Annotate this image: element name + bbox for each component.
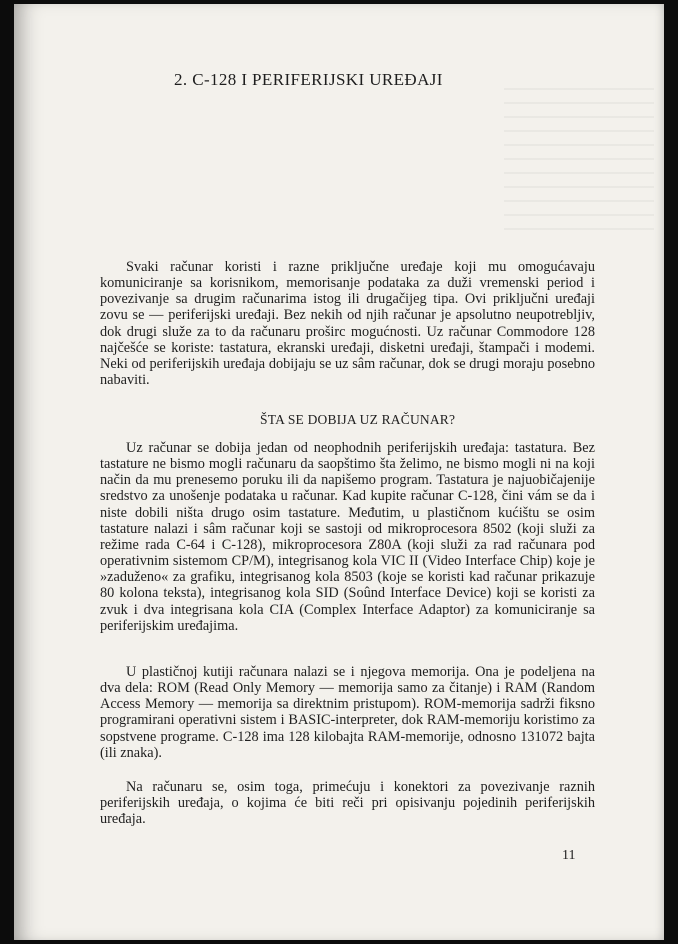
bleed-through-text [504, 88, 654, 238]
paragraph-text: Svaki računar koristi i razne priključne uređaje koji mu omogućavaju komuniciranje sa korisnikom, memorisanje podataka za duži vremenski period i povezivanje sa drugim računarima istog ili drugačijeg tipa. Ovi priključni uređaji zovu se — periferijski uređaji. Bez nekih od njih računar je apsolutno neupotrebljiv, dok drugi služe za to da računaru proširc mogućnosti. Uz računar Commodore 128 najčešće se koriste: tastatura, ekranski uređaji, disketni uređaji, štampači i modemi. Neki od periferijskih uređaja dobijaju se uz sâm računar, dok se drugi moraju posebno nabaviti. [100, 259, 595, 389]
paragraph-text: Uz računar se dobija jedan od neophodnih periferijskih uređaja: tastatura. Bez tastature ne bismo mogli računaru da saopštimo šta želimo, ne bismo mogli ni na koji način da mu prenesemo poruku ili da napišemo program. Tastatura je najuobičajenije sredstvo za unošenje podataka u računar. Kad kupite računar C-128, čini vám se da i niste dobili ništa drugo osim tastature. Međutim, u plastičnom kućištu se osim tastature nalazi i sâm računar koji se sastoji od mikroprocesora 8502 (koji služi za režime rada C-64 i C-128), mikroprocesora Z80A (koji služi za rad računara pod operativnim sistemom CP/M), integrisanog kola VIC II (Video Interface Chip) koje je »zaduženo« za grafiku, integrisanog kola 8503 (koje se koristi kad računar prikazuje 80 kolona teksta), integrisanog kola SID (Soûnd Interface Device) koji se koristi za zvuk i dva integrisana kola CIA (Complex Interface Adaptor) za komuniciranje sa periferijskim uređajima. [100, 440, 595, 634]
book-page [14, 4, 664, 940]
paragraph-text: U plastičnoj kutiji računara nalazi se i njegova memorija. Ona je podeljena na dva dela: ROM (Read Only Memory — memorija samo za čitanje) i RAM (Random Access Memory — memorija sa direktnim pristupom). ROM-memorija sadrži fiksno programirani operativni sistem i BASIC-interpreter, dok RAM-memoriju koristimo za sopstvene programe. C-128 ima 128 kilobajta RAM-memorije, odnosno 131072 bajta (ili znaka). [100, 664, 595, 761]
paragraph-text: Na računaru se, osim toga, primećuju i konektori za povezivanje raznih periferijskih uređaja, o kojima će biti reči pri opisivanju pojedinih periferijskih uređaja. [100, 779, 595, 828]
section-heading: ŠTA SE DOBIJA UZ RAČUNAR? [260, 412, 456, 427]
paragraph-keyboard [100, 440, 595, 634]
chapter-title: 2. C-128 I PERIFERIJSKI UREĐAJI [174, 70, 443, 89]
paragraph-intro [100, 259, 595, 388]
paragraph-memory [100, 664, 595, 761]
paragraph-connectors [100, 779, 595, 827]
page-number: 11 [562, 848, 576, 863]
